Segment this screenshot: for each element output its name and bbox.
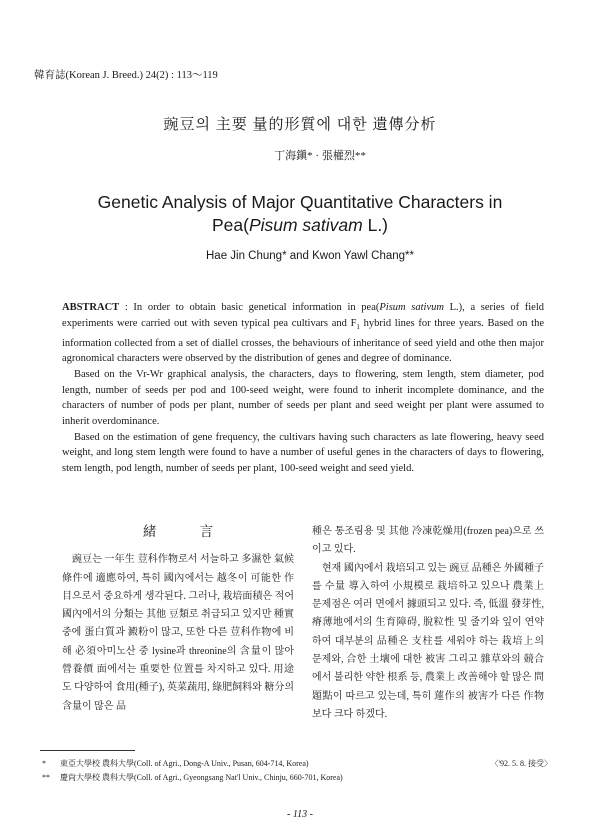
abstract-f1-subscript: 1 <box>356 322 360 331</box>
abstract-p1-c: hybrid lines for three years. Based on the information collected from a set of diallel crosses, the behaviours of inheritance of seed yield and othe then major agronomical characters were observed by the distribution of genes and degree of dominance. <box>62 317 544 365</box>
english-title-line-1: Genetic Analysis of Major Quantitative Characters in <box>97 192 503 212</box>
footnote-text: 東亞大學校 農科大學(Coll. of Agri., Dong-A Univ., Pusan, 604-714, Korea) <box>60 759 309 768</box>
abstract-label: ABSTRACT <box>62 302 120 313</box>
right-column <box>312 523 544 724</box>
left-column <box>62 523 294 716</box>
english-title <box>0 191 600 237</box>
introduction-left-text: 豌豆는 一年生 荳科作物로서 서늘하고 多濕한 氣候條件에 適應하여, 특히 國內에서는 越冬이 可能한 作目으로서 중요하게 생각된다. 그러나, 栽培面積은 적어 國內에서의 分類는 其他 豆類로 취급되고 있지만 種實 중에 蛋白質과 澱粉이 많고, 또한 다른 荳科作物에 비해 必須아미노산 중 lysine과 threonine의 含量이 많아 營養價 面에서는 重要한 位置를 차지하고 있다. 用途도 다양하여 食用(種子), 英菜蔬用, 綠肥飼料와 糖分의 含量이 많은 品 <box>62 554 294 712</box>
footnote-mark: ** <box>42 773 50 782</box>
introduction-right-text-2: 현재 國內에서 栽培되고 있는 豌豆 品種은 外國種子를 수量 導入하여 小規模로 栽培하고 있으나 農業上 문제점은 여러 면에서 據頭되고 있다. 즉, 低溫 發芽性, 瘠薄地에서의 生育障碍, 脫粒性 및 줄기와 잎이 연약하여 대부분의 品種은 支柱를 세워야 하는 栽培上의 문제와, 合한 土壤에 대한 被害 그리고 雜草와의 競合에서 불리한 약한 根系 등, 農業上 改善해야 할 많은 問題點이 따르고 있는데, 특히 蓮作의 被害가 다른 作物보다 크다 하겠다. <box>312 562 544 720</box>
abstract-paragraph-3: Based on the estimation of gene frequency, the cultivars having such characters as late flowering, heavy seed weight, and long stem length were found to have a number of useful genes in the characters of days to flowering, stem length, pod length, number of seeds per plant, 100-seed weight and seed yield. <box>62 431 544 475</box>
abstract-paragraph-2: Based on the Vr-Wr graphical analysis, the characters, days to flowering, stem length, stem diameter, pod length, number of seeds per pod and 100-seed weight, were found to inherit incomplete dominance, and the characters of number of pods per plant, number of seeds per plant and seed weight per plant were assumed to inherit overdominance. <box>62 368 544 428</box>
abstract-p1-a: : In order to obtain basic genetical information in pea( <box>119 302 380 313</box>
abstract-paragraph-1 <box>62 300 544 367</box>
title-species: Pisum sativam <box>248 215 363 235</box>
title-suffix: L.) <box>362 215 389 235</box>
footnote-1 <box>42 757 552 771</box>
english-authors: Hae Jin Chung* and Kwon Yawl Chang** <box>206 250 414 262</box>
section-heading-introduction: 緒 言 <box>142 524 234 539</box>
introduction-right-text-1: 種은 통조림용 및 其他 冷凍乾燥用(frozen pea)으로 쓰이고 있다. <box>312 526 544 556</box>
abstract-p1-b: L.), a series of field experiments were carried out with seven typical pea cultivars and F <box>62 302 544 329</box>
footnote-2 <box>42 771 552 785</box>
footnote-divider <box>40 750 135 751</box>
title-prefix: Pea( <box>211 215 249 235</box>
page-number: - 113 - <box>287 809 313 820</box>
abstract <box>62 300 544 477</box>
footnotes <box>42 757 552 785</box>
abstract-species: Pisum sativum <box>379 302 444 313</box>
english-title-line-2 <box>0 214 600 237</box>
journal-reference: 韓育誌(Korean J. Breed.) 24(2) : 113〜119 <box>34 70 218 81</box>
footnote-text: 慶尙大學校 農科大學(Coll. of Agri., Gyeongsang Nat'l Univ., Chinju, 660-701, Korea) <box>60 773 343 782</box>
received-date: 〈'92. 5. 8. 接受〉 <box>490 759 552 768</box>
korean-authors: 丁海鎭* · 張權烈** <box>274 150 366 162</box>
korean-title: 豌豆의 主要 量的形質에 대한 遺傳分析 <box>163 117 437 133</box>
footnote-mark: * <box>42 759 46 768</box>
